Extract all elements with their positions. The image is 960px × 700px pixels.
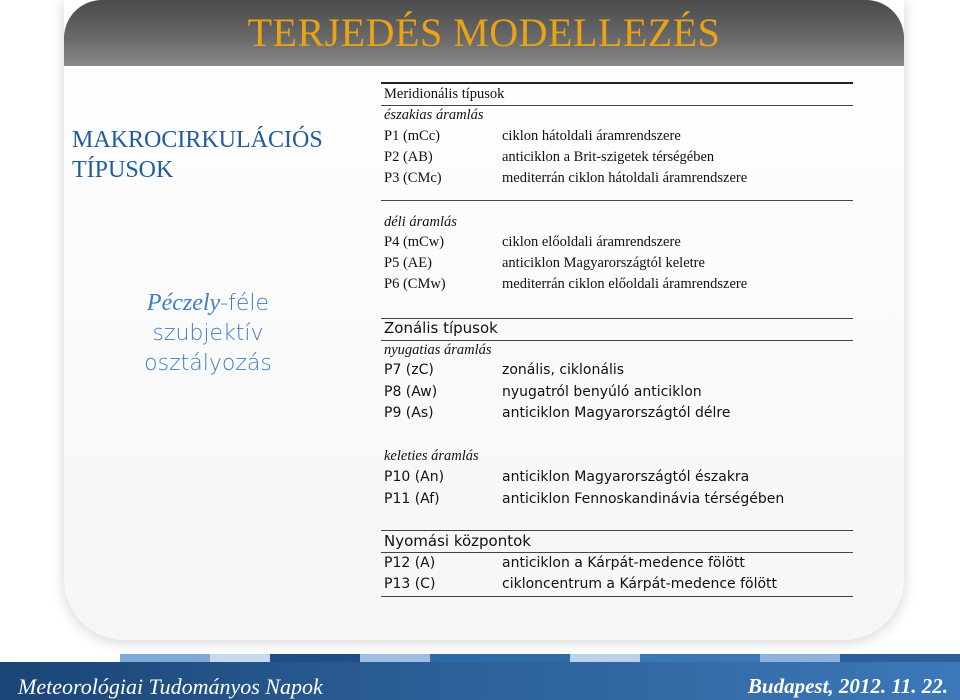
table-rule-bottom — [381, 596, 853, 597]
footer-event: Meteorológiai Tudományos Napok — [18, 674, 323, 699]
footer-stripes — [0, 654, 960, 662]
sub-line2: szubjektív — [152, 321, 264, 346]
left-subheading — [100, 288, 316, 379]
table-rule — [381, 340, 853, 341]
left-heading — [72, 125, 362, 185]
footer-date: Budapest, 2012. 11. 22. — [747, 674, 948, 698]
sub-line3: osztályozás — [144, 351, 272, 376]
left-heading-line2: TÍPUSOK — [72, 157, 174, 183]
peczely-name: Péczely — [146, 290, 221, 316]
sub-suffix: -féle — [220, 291, 270, 316]
left-heading-line1: MAKROCIRKULÁCIÓS — [72, 127, 323, 153]
table-rule — [381, 552, 853, 553]
table-rule — [381, 105, 853, 106]
slide-title: TERJEDÉS MODELLEZÉS — [247, 10, 721, 55]
table-rule — [381, 200, 853, 201]
